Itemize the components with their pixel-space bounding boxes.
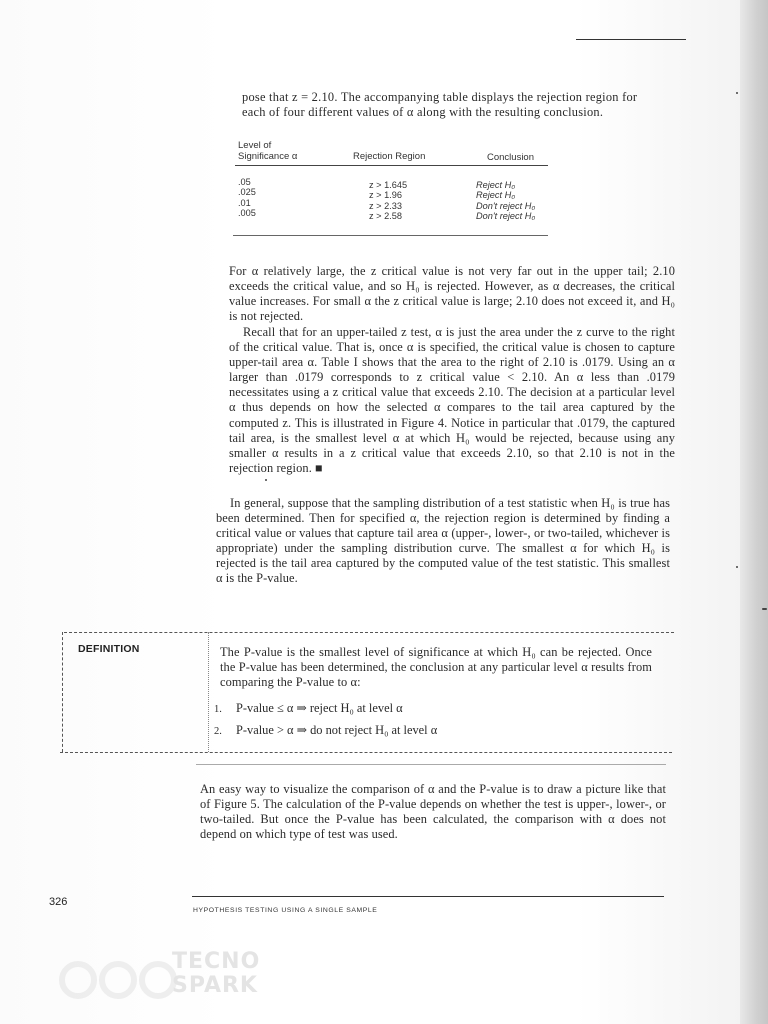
definition-item-text: P-value ≤ α ⇒ reject H₀ at level α [236,701,403,715]
table-cell-alpha: .005 [238,208,256,219]
table-header-region: Rejection Region [353,151,426,162]
table-cell-conclusion: Don't reject H₀ [476,200,536,211]
table-cell-region: z > 2.58 [369,211,402,222]
page-number: 326 [49,896,68,908]
table-cell-alpha: .05 [238,177,251,187]
body-paragraph-3: In general, suppose that the sampling distribution of a test statistic when H₀ is true has been determined. Then for specified α, the rejection region is determined by finding a critical value or values that capture tail area α (upper-, lower-, or two-tailed, whichever is appropriate) under the sampling distribution curve. The smallest α for which H₀ is rejected is the tail area captured by the computed value of the test statistic. This smallest α is the P-value. [216,496,670,586]
intro-line-1: pose that z = 2.10. The accompanying table displays the rejection region for [242,90,638,104]
page-edge-shadow [740,0,768,1024]
definition-box-left [62,632,63,752]
table-cell-region: z > 1.96 [369,190,402,201]
table-cell-region: z > 2.33 [369,200,402,211]
running-head: HYPOTHESIS TESTING USING A SINGLE SAMPLE [193,907,378,914]
definition-text: The P-value is the smallest level of significance at which H₀ can be rejected. Once the P-value has been determined, the conclusion at any particular level α results from comparing the P-value to α: [220,645,652,690]
table-header-level: Level of Significance α [238,140,298,162]
table-cell-conclusion: Don't reject H₀ [476,211,536,222]
table-cell-alpha: .01 [238,197,251,208]
scan-speck [736,92,738,94]
footer-rule [192,896,664,897]
table-column-conclusion [476,180,535,222]
definition-item [214,720,437,742]
body-paragraph-2: Recall that for an upper-tailed z test, α is just the area under the z curve to the right of the critical value. That is, once α is specified, the critical value is chosen to capture upper-tail area α. Table I shows that the area to the right of 2.10 is .0179. Using an α larger than .0179 corresponds to z critical value < 2.10. An α less than .0179 necessitates using a z critical value that exceeds 2.10. The decision at a particular level α thus depends on how the selected α compares to the tail area captured by the computed z. This is illustrated in Figure 4. Notice in particular that .0179, the captured tail area, is the smallest level α at which H₀ would be rejected, because using any smaller α results in a z critical value that exceeds 2.10, so that 2.10 is not in the rejection region. ■ [229,325,675,475]
closing-paragraph: An easy way to visualize the comparison of α and the P-value is to draw a picture like that of Figure 5. The calculation of the P-value depends on whether the test is upper-, lower-, or two-tailed. But once the P-value has been calculated, the comparison with α does not depend on which type of test was used. [200,782,666,842]
table-column-alpha [238,177,256,219]
definition-item [214,698,437,720]
definition-box-top [64,632,674,633]
definition-item-number: 2. [214,726,222,737]
table-cell-alpha: .025 [238,187,256,198]
definition-list [214,698,437,742]
body-paragraph-1: For α relatively large, the z critical value is not very far out in the upper tail; 2.10 exceeds the critical value, and so H₀ is rejected. However, as α decreases, the critical value increases. For small α the z critical value is large; 2.10 does not exceed it, and H₀ is not rejected. [229,264,675,324]
table-header-rule [235,165,548,166]
table-cell-region: z > 1.645 [369,180,408,190]
scan-speck [265,479,267,481]
table-cell-conclusion: Reject H₀ [476,190,516,201]
section-rule-top [196,764,666,765]
top-rule [576,39,686,40]
definition-label: DEFINITION [78,643,140,655]
scan-speck [762,608,767,610]
scan-speck [736,566,738,568]
definition-box-divider [208,632,209,752]
table-bottom-rule [233,235,548,236]
definition-item-text: P-value > α ⇒ do not reject H₀ at level α [236,723,438,737]
table-column-region [369,180,407,222]
table-cell-conclusion: Reject H₀ [476,180,516,190]
watermark-brand: TECNO SPARK [172,949,261,998]
definition-box-bottom [60,752,672,753]
table-header-conclusion: Conclusion [487,152,534,163]
definition-item-number: 1. [214,704,222,715]
intro-line-2: each of four different values of α along with the resulting conclusion. [242,105,604,119]
